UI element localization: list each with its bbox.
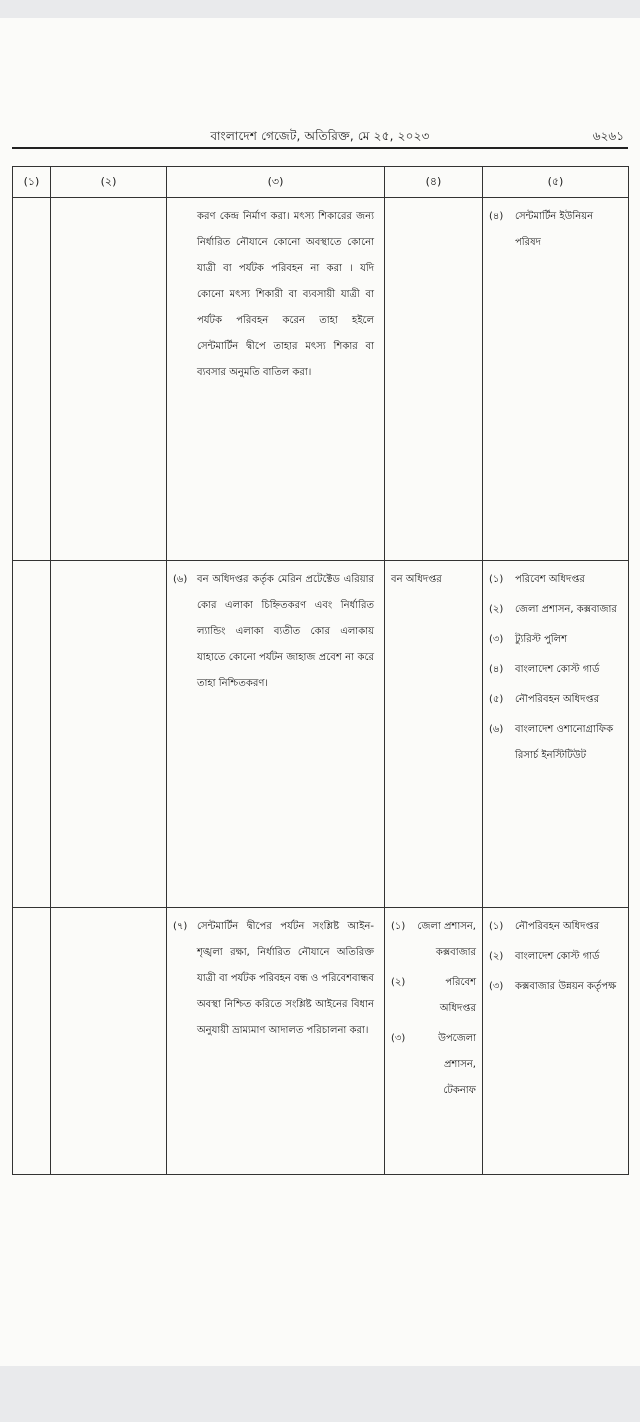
- action-cell: [167, 561, 385, 908]
- support-agency-cell: [483, 198, 629, 561]
- column-header: (৪): [385, 167, 483, 198]
- lead-agency-cell: [385, 561, 483, 908]
- support-agency-item: (৩) কক্সবাজার উন্নয়ন কর্তৃপক্ষ: [489, 981, 617, 992]
- action-number: (৭): [173, 921, 188, 932]
- column-header-row: [13, 167, 629, 198]
- cell-col2: [51, 561, 167, 908]
- support-agency-item: (১) নৌপরিবহন অধিদপ্তর: [489, 921, 600, 932]
- lead-agency-cell: [385, 198, 483, 561]
- support-agency-cell: [483, 561, 629, 908]
- cell-col2: [51, 908, 167, 1175]
- action-cell: [167, 908, 385, 1175]
- cell-col1: [13, 908, 51, 1175]
- column-header: (৩): [167, 167, 385, 198]
- lead-agency-item: (৩) উপজেলা প্রশাসন, টেকনাফ: [391, 1033, 476, 1096]
- lead-agency-item: (২) পরিবেশ অধিদপ্তর: [391, 977, 476, 1014]
- action-cell: [167, 198, 385, 561]
- gazette-title: বাংলাদেশ গেজেট, অতিরিক্ত, মে ২৫, ২০২৩: [210, 129, 430, 143]
- table-row: [13, 198, 629, 561]
- cell-col1: [13, 561, 51, 908]
- support-agency-item: (৪) বাংলাদেশ কোস্ট গার্ড: [489, 664, 600, 675]
- action-number: (৬): [173, 574, 188, 585]
- support-agency-item: (৪) সেন্টমার্টিন ইউনিয়ন পরিষদ: [489, 211, 594, 248]
- column-header: (১): [13, 167, 51, 198]
- support-agency-item: (৬) বাংলাদেশ ওশানোগ্রাফিক রিসার্চ ইনস্টিটিউট: [489, 724, 614, 761]
- action-text: করণ কেন্দ্র নির্মাণ করা। মৎস্য শিকারের জন্য নির্ধারিত নৌযানে কোনো অবস্থাতে কোনো যাত্রী বা পর্যটক পরিবহন না করা । যদি কোনো মৎস্য শিকারী বা ব্যবসায়ী যাত্রী বা পর্যটক পরিবহন করেন তাহা হইলে সেন্টমার্টিন দ্বীপে তাহার মৎস্য শিকার বা ব্যবসার অনুমতি বাতিল করা।: [197, 211, 374, 378]
- support-agency-item: (৩) ট্যুরিস্ট পুলিশ: [489, 634, 567, 645]
- lead-agency-cell: [385, 908, 483, 1175]
- cell-col1: [13, 198, 51, 561]
- lead-agency-item: বন অধিদপ্তর: [391, 574, 442, 585]
- support-agency-item: (১) পরিবেশ অধিদপ্তর: [489, 574, 585, 585]
- lead-agency-item: (১) জেলা প্রশাসন, কক্সবাজার: [391, 921, 476, 958]
- action-plan-table: [12, 166, 629, 1175]
- table-row: [13, 908, 629, 1175]
- support-agency-item: (৫) নৌপরিবহন অধিদপ্তর: [489, 694, 600, 705]
- column-header: (৫): [483, 167, 629, 198]
- action-text: সেন্টমার্টিন দ্বীপের পর্যটন সংশ্লিষ্ট আইন-শৃঙ্খলা রক্ষা, নির্ধারিত নৌযানে অতিরিক্ত যাত্রী বা পর্যটক পরিবহন বন্ধ ও পরিবেশবান্ধব অবস্থা নিশ্চিত করিতে সংশ্লিষ্ট আইনের বিধান অনুযায়ী ভ্রাম্যমাণ আদালত পরিচালনা করা।: [197, 921, 374, 1036]
- table-row: [13, 561, 629, 908]
- support-agency-item: (২) বাংলাদেশ কোস্ট গার্ড: [489, 951, 600, 962]
- header-divider: [12, 147, 628, 149]
- support-agency-cell: [483, 908, 629, 1175]
- page-header: [12, 124, 628, 154]
- action-text: বন অধিদপ্তর কর্তৃক মেরিন প্রটেক্টেড এরিয়ার কোর এলাকা চিহ্নিতকরণ এবং নির্ধারিত ল্যান্ডিং এলাকা ব্যতীত কোর এলাকায় যাহাতে কোনো পর্যটন জাহাজ প্রবেশ না করে তাহা নিশ্চিতকরণ।: [197, 574, 374, 689]
- cell-col2: [51, 198, 167, 561]
- page-number: ৬২৬১: [592, 129, 624, 143]
- column-header: (২): [51, 167, 167, 198]
- support-agency-item: (২) জেলা প্রশাসন, কক্সবাজার: [489, 604, 617, 615]
